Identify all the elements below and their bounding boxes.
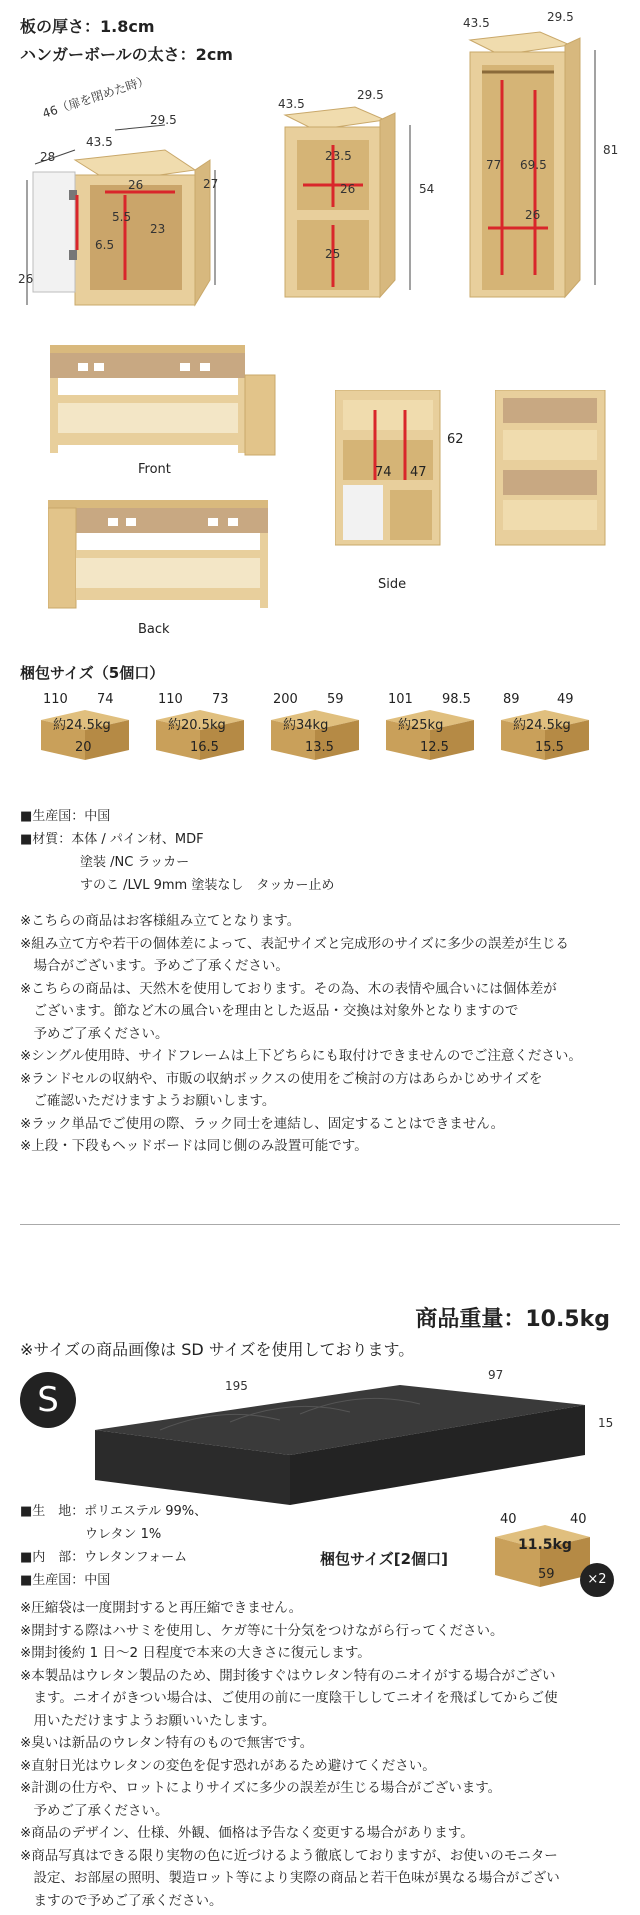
small-gap2-dim: 6.5: [95, 238, 115, 252]
mattress-spec-fabric: ■生 地：ポリエステル 99%、: [20, 1504, 208, 1519]
box-weight: 約25kg: [398, 718, 444, 733]
note-line: ※開封後約 1 日〜2 日程度で本来の大きさに復元します。: [20, 1645, 371, 1661]
small-height-dim: 27: [203, 177, 219, 191]
note-line: ※上段・下段もヘッドボードは同じ側のみ設置可能です。: [20, 1138, 368, 1154]
mattress-spec-inner: ■内 部：ウレタンフォーム: [20, 1550, 188, 1565]
packing-box: [380, 692, 480, 760]
packing-title: 梱包サイズ（5個口）: [20, 664, 165, 682]
mid-upper-height-dim: 23.5: [325, 149, 352, 163]
bed-front-illustration: [50, 335, 280, 460]
side-view-dim-47: 47: [410, 465, 427, 480]
mattress-figure: [80, 1370, 600, 1520]
small-door-width-dim: 28: [40, 150, 56, 164]
bed-front-label: Front: [138, 462, 171, 477]
small-gap1-dim: 5.5: [112, 210, 132, 224]
box-depth: 49: [557, 692, 574, 707]
box-depth: 74: [97, 692, 114, 707]
note-line: ございます。節など木の風合いを理由とした返品・交換は対象外となりますので: [20, 1003, 519, 1019]
spec-origin: ■生産国：中国: [20, 809, 111, 824]
note-line: ※シングル使用時、サイドフレームは上下どちらにも取付けできませんのでご注意ください。: [20, 1048, 582, 1064]
mattress-pack-h: 59: [538, 1567, 555, 1582]
box-width: 110: [158, 692, 183, 707]
box-width: 101: [388, 692, 413, 707]
note-line: ※直射日光はウレタンの変色を促す恐れがあるため避けてください。: [20, 1757, 436, 1774]
bed-front-view: [50, 335, 280, 460]
small-width-dim: 29.5: [150, 113, 177, 127]
tall-inner-height1-dim: 77: [486, 158, 502, 172]
box-weight: 約24.5kg: [513, 718, 571, 733]
mattress-illustration: [80, 1370, 600, 1520]
note-line: ※こちらの商品は、天然木を使用しております。その為、木の表情や風合いには個体差が: [20, 980, 557, 997]
note-line: ※組み立て方や若干の個体差によって、表記サイズと完成形のサイズに多少の誤差が生じる: [20, 935, 569, 952]
note-line: ※開封する際はハサミを使用し、ケガ等に十分気をつけながら行ってください。: [20, 1622, 504, 1639]
box-depth: 98.5: [442, 692, 471, 707]
box-depth: 59: [327, 692, 344, 707]
mattress-length-dim: 195: [225, 1379, 248, 1393]
mattress-pack-qty: ×2: [580, 1563, 614, 1597]
box-depth: 73: [212, 692, 229, 707]
note-line: ますので予めご了承ください。: [20, 1892, 223, 1909]
tall-width-dim: 29.5: [547, 10, 574, 24]
box-weight: 約34kg: [283, 718, 329, 733]
mattress-spec-origin: ■生産国：中国: [20, 1573, 111, 1588]
note-line: 用いただけますようお願いいたします。: [20, 1712, 276, 1729]
side-view-dim-74: 74: [375, 465, 392, 480]
section-divider: [20, 1224, 620, 1225]
tall-inner-height2-dim: 69.5: [520, 158, 547, 172]
small-door-open-dim: 46（扉を閉めた時）: [40, 73, 151, 121]
packing-boxes: [35, 692, 615, 770]
box-weight: 約24.5kg: [53, 718, 111, 733]
small-depth-dim: 43.5: [86, 135, 113, 149]
note-line: 予めご了承ください。: [20, 1025, 169, 1042]
box-height: 12.5: [420, 740, 449, 755]
note-line: ※こちらの商品はお客様組み立てとなります。: [20, 913, 301, 929]
mattress-spec-fabric-2: ウレタン 1%: [20, 1527, 162, 1542]
small-inner-width-dim: 26: [128, 178, 144, 192]
box-height: 16.5: [190, 740, 219, 755]
bed-side-view-2: [495, 390, 610, 550]
notes-bed: [20, 910, 582, 1158]
note-line: 予めご了承ください。: [20, 1802, 169, 1819]
bed-back-illustration: [48, 490, 278, 615]
mid-lower-height-dim: 25: [325, 247, 341, 261]
box-height: 15.5: [535, 740, 564, 755]
packing-box: [35, 692, 135, 760]
mattress-thickness-dim: 15: [598, 1416, 614, 1430]
packing-box: [495, 692, 595, 760]
note-line: ※商品写真はできる限り実物の色に近づけるよう徹底しておりますが、お使いのモニター: [20, 1847, 558, 1864]
spec-material: ■材質：本体 / パイン材、MDF: [20, 832, 204, 847]
packing-box: [150, 692, 250, 760]
notes-mattress: [20, 1597, 560, 1912]
tall-inner-width-dim: 26: [525, 208, 541, 222]
bed-back-view: [48, 490, 278, 615]
mid-inner-width-dim: 26: [340, 182, 356, 196]
note-line: ※本製品はウレタン製品のため、開封後すぐはウレタン特有のニオイがする場合がござい: [20, 1667, 556, 1684]
mid-height-dim: 54: [419, 182, 435, 196]
note-line: ※圧縮袋は一度開封すると再圧縮できません。: [20, 1600, 303, 1616]
mattress-size-note: ※サイズの商品画像は SD サイズを使用しております。: [20, 1340, 415, 1359]
note-line: ※商品のデザイン、仕様、外観、価格は予告なく変更する場合があります。: [20, 1825, 474, 1841]
bed-side-illustration-2: [495, 390, 610, 550]
note-line: ます。ニオイがきつい場合は、ご使用の前に一度陰干ししてニオイを飛ばしてからご使: [20, 1690, 558, 1706]
note-line: 場合がございます。予めご了承ください。: [20, 958, 289, 974]
tall-height-dim: 81: [603, 143, 619, 157]
mattress-pack-w: 40: [500, 1512, 517, 1527]
note-line: ※臭いは新品のウレタン特有のもので無害です。: [20, 1735, 314, 1751]
size-badge: S: [20, 1372, 76, 1428]
note-line: ※ランドセルの収納や、市販の収納ボックスの使用をご検討の方はあらかじめサイズを: [20, 1070, 543, 1087]
box-height: 13.5: [305, 740, 334, 755]
box-weight: 約20.5kg: [168, 718, 226, 733]
mattress-weight: 商品重量：10.5kg: [415, 1307, 610, 1332]
small-inner-height-dim: 23: [150, 222, 166, 236]
mattress-pack-d: 40: [570, 1512, 587, 1527]
pole-thickness: ハンガーボールの太さ：2cm: [20, 45, 233, 64]
note-line: 設定、お部屋の照明、製造ロット等により実際の商品と若干色味が異なる場合がござい: [20, 1870, 560, 1886]
note-line: ※ラック単品でご使用の際、ラック同士を連結し、固定することはできません。: [20, 1115, 505, 1132]
small-door-height-dim: 26: [18, 272, 34, 286]
note-line: ※計測の仕方や、ロットによりサイズに多少の誤差が生じる場合がございます。: [20, 1780, 502, 1796]
mid-depth-dim: 43.5: [278, 97, 305, 111]
mattress-width-dim: 97: [488, 1368, 504, 1382]
board-thickness: 板の厚さ：1.8cm: [20, 17, 155, 36]
bed-side-label: Side: [378, 577, 407, 592]
mattress-pack-title: 梱包サイズ[2個口]: [320, 1550, 448, 1568]
spec-slats: すのこ /LVL 9mm 塗装なし タッカー止め: [80, 878, 335, 893]
note-line: ご確認いただけますようお願いします。: [20, 1093, 276, 1109]
tall-depth-dim: 43.5: [463, 16, 490, 30]
box-width: 89: [503, 692, 520, 707]
side-view-dim-62: 62: [447, 432, 464, 447]
box-width: 110: [43, 692, 68, 707]
mattress-pack-kg: 11.5kg: [518, 1537, 572, 1553]
spec-paint: 塗装 /NC ラッカー: [80, 855, 190, 870]
box-width: 200: [273, 692, 298, 707]
box-height: 20: [75, 740, 92, 755]
bed-back-label: Back: [138, 622, 170, 637]
mid-width-dim: 29.5: [357, 88, 384, 102]
packing-box: [265, 692, 365, 760]
